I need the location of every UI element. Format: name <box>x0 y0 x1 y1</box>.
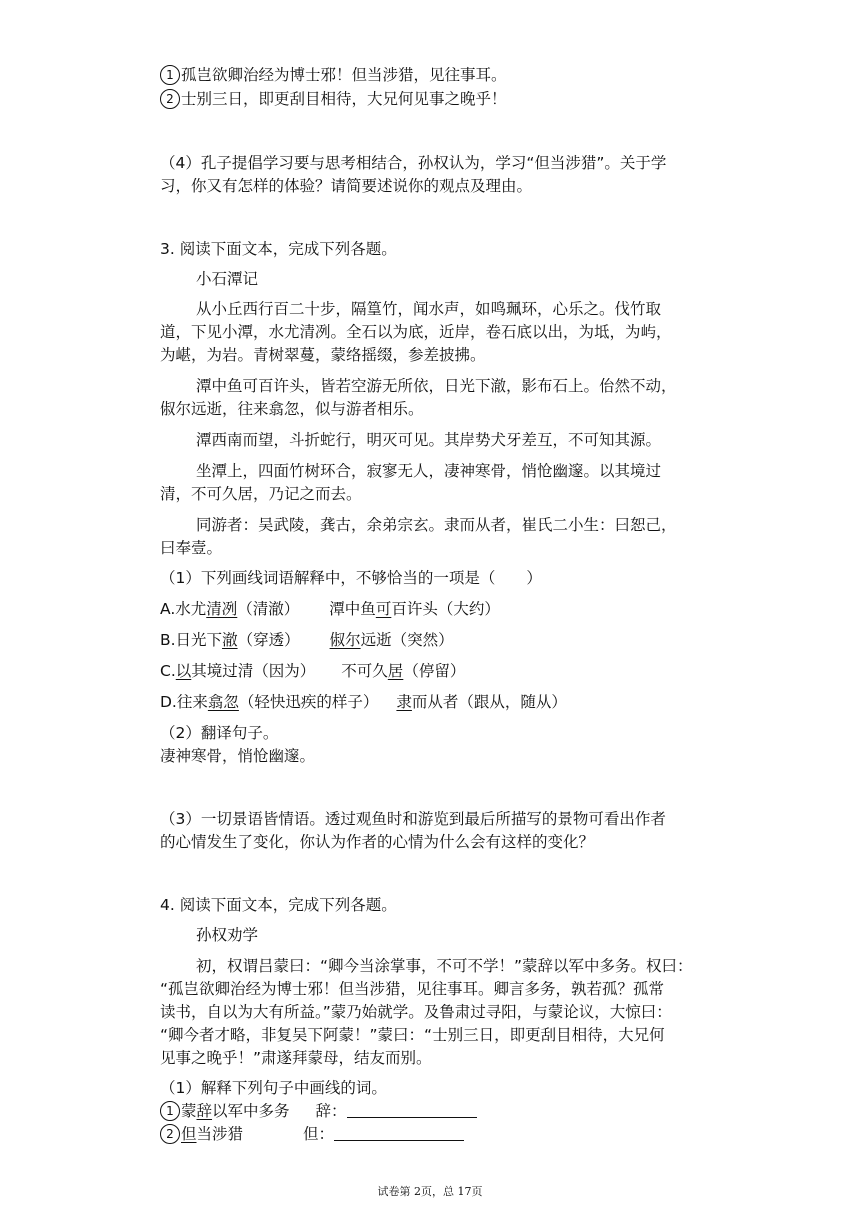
top-item-2 <box>160 88 507 110</box>
q4-item-text: 当涉猎 <box>196 1125 244 1143</box>
top-item-2-text: 士别三日，即更刮目相待，大兄何见事之晚乎！ <box>181 90 507 108</box>
q2-4-line1: （4）孔子提倡学习要与思考相结合，孙权认为，学习“但当涉猎”。关于学 <box>160 154 667 172</box>
option-a-text: 百许头（大约） <box>391 600 500 618</box>
underlined-word: 隶 <box>396 693 412 711</box>
q3-heading: 3. 阅读下面文本，完成下列各题。 <box>160 240 397 258</box>
option-c-text: （停留） <box>403 662 466 680</box>
answer-blank[interactable] <box>347 1101 477 1118</box>
underlined-word: 翕忽 <box>207 693 239 711</box>
q3-sub2: （2）翻译句子。 <box>160 724 279 742</box>
q4-item-1 <box>160 1100 477 1122</box>
underlined-word: 清冽 <box>206 600 238 618</box>
q3-p1-line: 道，下见小潭，水尤清冽。全石以为底，近岸，卷石底以出，为坻，为屿， <box>160 323 672 341</box>
underlined-word: 居 <box>387 662 404 680</box>
option-d-text: D.往来 <box>160 693 208 711</box>
option-b-text: （穿透） <box>237 631 300 649</box>
q4-sub1: （1）解释下列句子中画线的词。 <box>160 1079 387 1097</box>
circled-number: 2 <box>160 89 180 109</box>
q3-p1-line: 为嵁，为岩。青树翠蔓，蒙络摇缀，参差披拂。 <box>160 346 486 364</box>
q3-sub3-line: （3）一切景语皆情语。透过观鱼时和游览到最后所描写的景物可看出作者 <box>160 810 666 828</box>
q3-p2-line: 潭中鱼可百许头，皆若空游无所依，日光下澈，影布石上。佁然不动， <box>196 377 677 395</box>
top-item-1 <box>160 64 507 86</box>
underlined-word: 以 <box>175 662 192 680</box>
underlined-word: 俶尔 <box>329 631 361 649</box>
circled-number: 1 <box>160 1101 180 1121</box>
q4-p1-line: “孤岂欲卿治经为博士邪！但当涉猎，见往事耳。卿言多务，孰若孤？孤常 <box>160 980 665 998</box>
q4-p1-line: 读书，自以为大有所益。”蒙乃始就学。及鲁肃过寻阳，与蒙论议，大惊曰： <box>160 1003 672 1021</box>
q3-sub1: （1）下列画线词语解释中，不够恰当的一项是（ ） <box>160 569 542 587</box>
q3-p2-line: 俶尔远逝，往来翕忽，似与游者相乐。 <box>160 400 424 418</box>
q3-p1-line: 从小丘西行百二十步，隔篁竹，闻水声，如鸣珮环，心乐之。伐竹取 <box>196 300 662 318</box>
underlined-word: 辞 <box>196 1102 213 1120</box>
option-d <box>160 691 567 713</box>
q4-item-2 <box>160 1123 464 1145</box>
answer-label: 辞： <box>315 1102 347 1120</box>
q3-p4-line: 清，不可久居，乃记之而去。 <box>160 485 362 503</box>
circled-number: 2 <box>160 1124 180 1144</box>
q4-item-text: 蒙 <box>181 1102 197 1120</box>
q3-title: 小石潭记 <box>196 270 259 288</box>
option-a <box>160 598 500 620</box>
q3-p5-line: 曰奉壹。 <box>160 539 223 557</box>
q4-heading: 4. 阅读下面文本，完成下列各题。 <box>160 896 397 914</box>
option-c <box>160 660 465 682</box>
option-c-text: 不可久 <box>341 662 388 680</box>
q4-p1-line: 见事之晚乎！”肃遂拜蒙母，结友而别。 <box>160 1049 432 1067</box>
circled-number: 1 <box>160 65 180 85</box>
q4-title: 孙权劝学 <box>196 926 259 944</box>
option-d-text: 而从者（跟从，随从） <box>411 693 567 711</box>
q4-item-text: 以军中多务 <box>212 1102 290 1120</box>
option-b-text: 远逝（突然） <box>360 631 454 649</box>
option-b <box>160 629 454 651</box>
option-a-text: 潭中鱼 <box>329 600 376 618</box>
q3-sub2-sentence: 凄神寒骨，悄怆幽邃。 <box>160 747 316 765</box>
q2-4-line2: 习，你又有怎样的体验？请简要述说你的观点及理由。 <box>160 177 533 195</box>
underlined-word: 可 <box>375 600 392 618</box>
option-b-text: B.日光下 <box>160 631 223 649</box>
answer-label: 但： <box>303 1125 335 1143</box>
underlined-word: 但 <box>181 1125 197 1143</box>
underlined-word: 澈 <box>222 631 238 649</box>
answer-blank[interactable] <box>334 1124 464 1141</box>
page-footer: 试卷第 2页，总 17页 <box>377 1185 483 1198</box>
q4-p1-line: 初，权谓吕蒙曰：“卿今当涂掌事，不可不学！”蒙辞以军中多务。权曰： <box>196 957 693 975</box>
option-a-text: （清澈） <box>237 600 300 618</box>
option-d-text: （轻快迅疾的样子） <box>238 693 379 711</box>
option-c-text: C. <box>160 662 176 680</box>
q3-p5-line: 同游者：吴武陵，龚古，余弟宗玄。隶而从者，崔氏二小生：曰恕己， <box>196 516 677 534</box>
top-item-1-text: 孤岂欲卿治经为博士邪！但当涉猎，见往事耳。 <box>181 66 507 84</box>
q3-sub3-line: 的心情发生了变化，你认为作者的心情为什么会有这样的变化？ <box>160 833 595 851</box>
option-c-text: 其境过清（因为） <box>191 662 316 680</box>
option-a-text: A.水尤 <box>160 600 207 618</box>
q3-p4-line: 坐潭上，四面竹树环合，寂寥无人，凄神寒骨，悄怆幽邃。以其境过 <box>196 462 662 480</box>
q4-p1-line: “卿今者才略，非复吴下阿蒙！”蒙曰：“士别三日，即更刮目相待，大兄何 <box>160 1026 665 1044</box>
q3-p3-line: 潭西南而望，斗折蛇行，明灭可见。其岸势犬牙差互，不可知其源。 <box>196 431 662 449</box>
